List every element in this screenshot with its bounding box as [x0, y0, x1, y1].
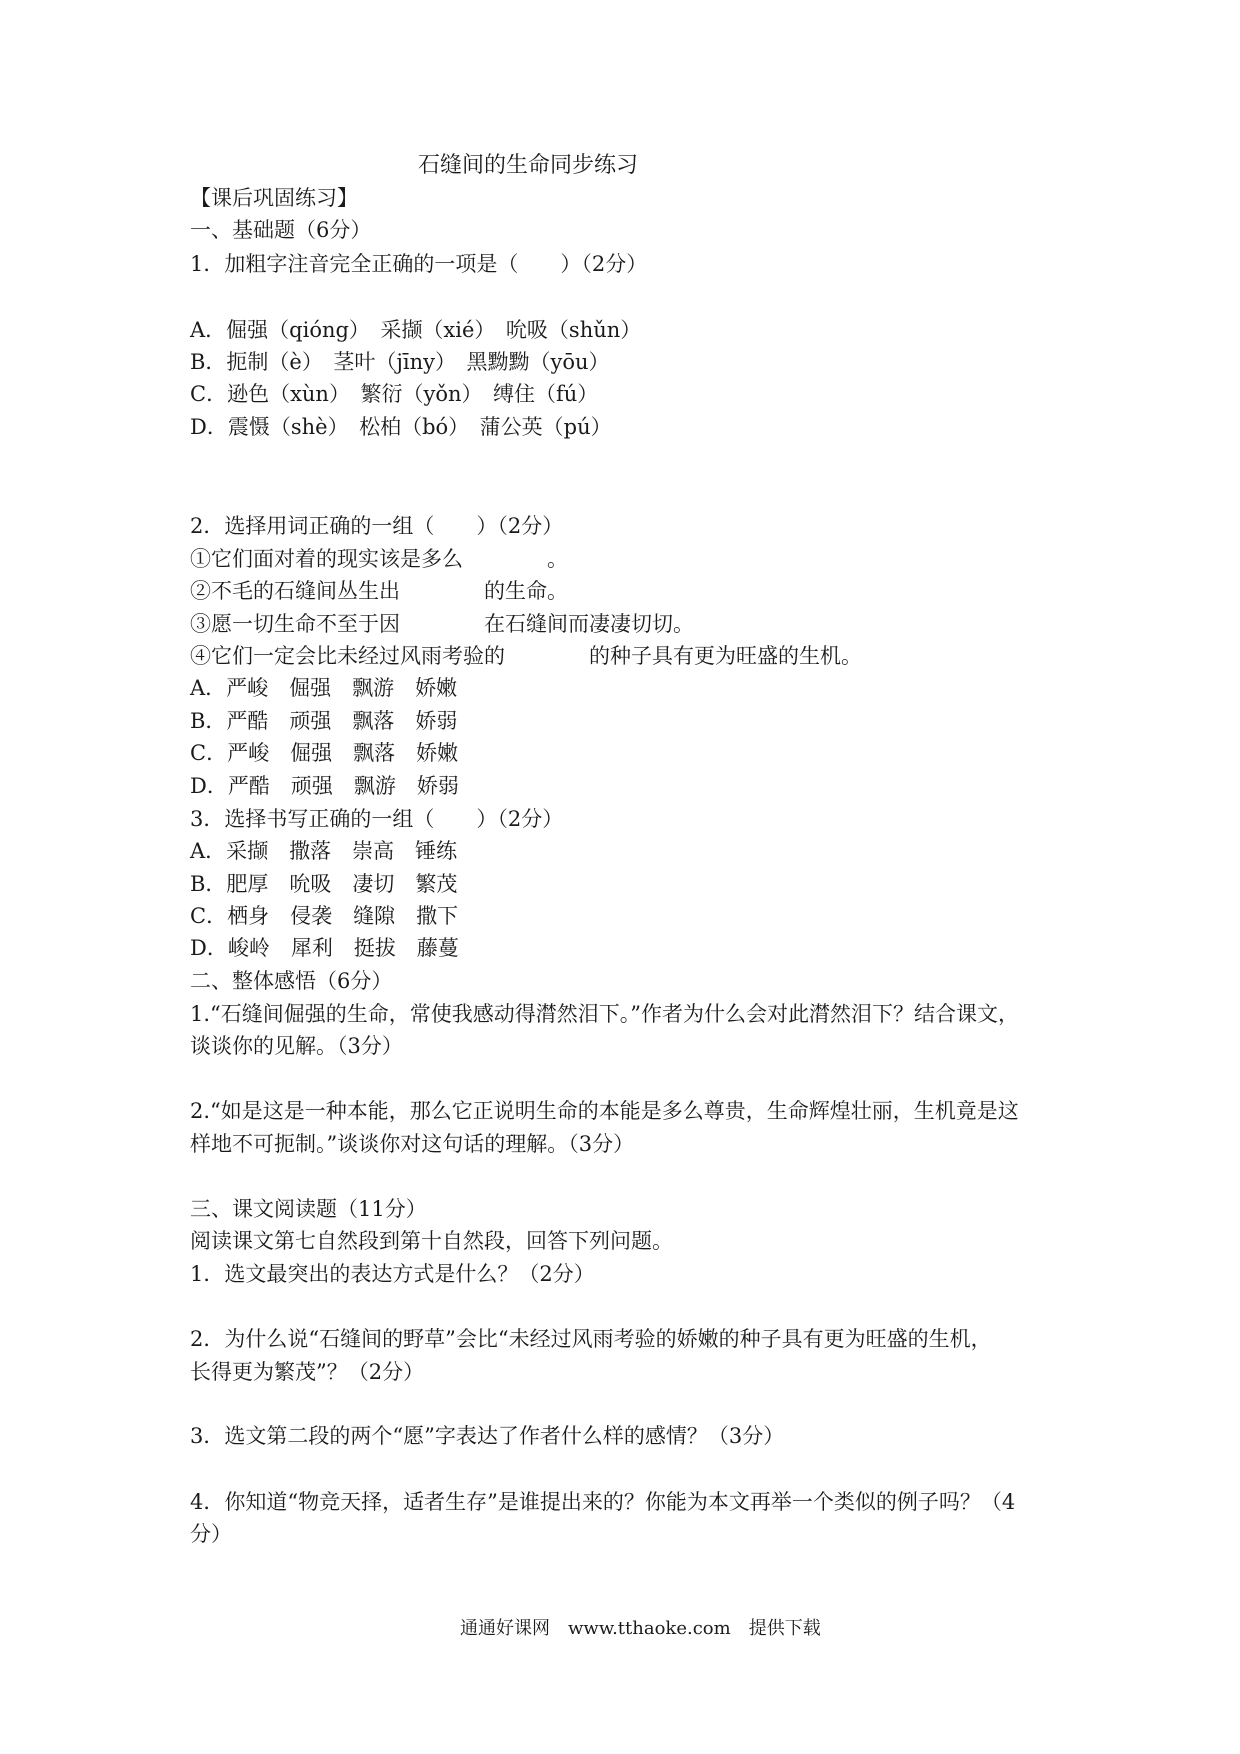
- option: A．严峻 倔强 飘游 娇嫩: [190, 676, 458, 700]
- section3-heading: 三、课文阅读题（11分）: [190, 1197, 427, 1221]
- sentence: ②不毛的石缝间丛生出 的生命。: [190, 579, 568, 603]
- sentence: ④它们一定会比未经过风雨考验的 的种子具有更为旺盛的生机。: [190, 644, 862, 668]
- option: B．扼制（è） 茎叶（jīny） 黑黝黝（yōu）: [190, 350, 610, 374]
- sentence: ③愿一切生命不至于因 在石缝间而凄凄切切。: [190, 612, 694, 636]
- option: B．肥厚 吮吸 凄切 繁茂: [190, 872, 458, 896]
- question-stem: 3．选文第二段的两个“愿”字表达了作者什么样的感情？（3分）: [190, 1424, 785, 1448]
- question-stem: 3．选择书写正确的一组（ ）（2分）: [190, 807, 564, 831]
- footer-credit: 通通好课网 www.tthaoke.com 提供下载: [460, 1618, 821, 1639]
- sentence: ①它们面对着的现实该是多么 。: [190, 547, 568, 571]
- question-line: 1.“石缝间倔强的生命，常使我感动得潸然泪下。”作者为什么会对此潸然泪下？结合课文，: [190, 1002, 1020, 1026]
- subtitle: 【课后巩固练习】: [190, 186, 358, 210]
- option: C．逊色（xùn） 繁衍（yǒn） 缚住（fú）: [190, 382, 599, 406]
- option: D．震慑（shè） 松柏（bó） 蒲公英（pú）: [190, 415, 612, 439]
- option: A．倔强（qióng） 采撷（xié） 吮吸（shǔn）: [190, 318, 642, 342]
- question-line: 分）: [190, 1522, 232, 1546]
- question-line: 长得更为繁茂”？（2分）: [190, 1360, 425, 1384]
- question-stem: 2．选择用词正确的一组（ ）（2分）: [190, 514, 564, 538]
- option: D．峻岭 犀利 挺拔 藤蔓: [190, 936, 459, 960]
- option: A．采撷 撒落 崇高 锤练: [190, 839, 458, 863]
- question-line: 谈谈你的见解。（3分）: [190, 1034, 403, 1058]
- question-line: 4．你知道“物竞天择，适者生存”是谁提出来的？你能为本文再举一个类似的例子吗？（4: [190, 1490, 1016, 1514]
- option: D．严酷 顽强 飘游 娇弱: [190, 774, 459, 798]
- question-line: 2.“如是这是一种本能，那么它正说明生命的本能是多么尊贵，生命辉煌壮丽，生机竟是这: [190, 1099, 1019, 1123]
- section3-intro: 阅读课文第七自然段到第十自然段，回答下列问题。: [190, 1229, 673, 1253]
- question-line: 2．为什么说“石缝间的野草”会比“未经过风雨考验的娇嫩的种子具有更为旺盛的生机，: [190, 1327, 992, 1351]
- option: C．严峻 倔强 飘落 娇嫩: [190, 741, 459, 765]
- section2-heading: 二、整体感悟（6分）: [190, 969, 393, 993]
- option: C．栖身 侵袭 缝隙 撒下: [190, 904, 459, 928]
- question-stem: 1．加粗字注音完全正确的一项是（ ）（2分）: [190, 252, 648, 276]
- section1-heading: 一、基础题（6分）: [190, 218, 372, 242]
- question-line: 样地不可扼制。”谈谈你对这句话的理解。（3分）: [190, 1132, 635, 1156]
- question-stem: 1．选文最突出的表达方式是什么？（2分）: [190, 1262, 595, 1286]
- option: B．严酷 顽强 飘落 娇弱: [190, 709, 458, 733]
- page-title: 石缝间的生命同步练习: [418, 153, 639, 178]
